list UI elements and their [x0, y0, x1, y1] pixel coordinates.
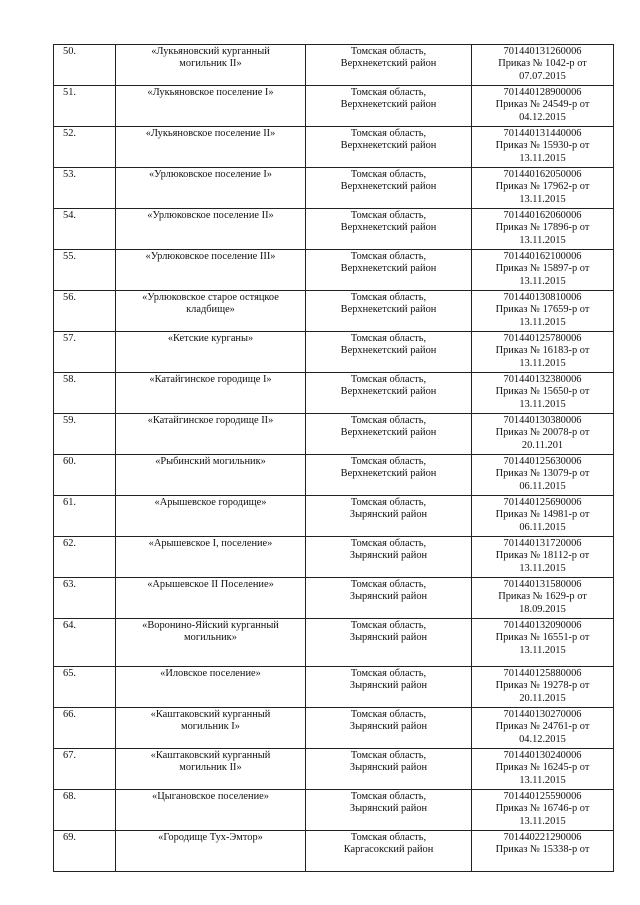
order-number: Приказ № 16746-р от [495, 803, 590, 815]
order-number: Приказ № 15338-р от [495, 844, 590, 856]
location-district: Зырянский район [349, 721, 428, 733]
location-region: Томская область, [350, 791, 427, 802]
registry-cell [472, 708, 614, 749]
order-date: 13.11.2015 [519, 357, 566, 369]
registry-code: 701440125690006 [503, 497, 582, 508]
object-name-line: могильник» [184, 632, 237, 644]
registry-cell [472, 127, 614, 168]
registry-code: 701440132090006 [503, 620, 582, 631]
object-name-cell [116, 168, 306, 209]
location-district: Верхнекетский район [340, 222, 437, 234]
location-region: Томская область, [350, 456, 427, 467]
order-date: 13.11.2015 [519, 152, 566, 164]
registry-code: 701440130380006 [503, 415, 582, 426]
object-name-line: «Рыбинский могильник» [155, 456, 266, 467]
order-number: Приказ № 13079-р от [495, 468, 590, 480]
location-cell [306, 455, 472, 496]
object-name-line: могильник II» [179, 58, 242, 70]
registry-cell [472, 291, 614, 332]
order-date: 13.11.2015 [519, 234, 566, 246]
object-name-cell [116, 790, 306, 831]
table-row [54, 749, 614, 790]
order-number: Приказ № 24761-р от [495, 721, 590, 733]
location-cell [306, 332, 472, 373]
object-name-line: «Лукьяновское поселение II» [145, 128, 276, 139]
table-row [54, 414, 614, 455]
object-name-line: «Иловское поселение» [160, 668, 261, 679]
location-region: Томская область, [350, 292, 427, 303]
order-date: 20.11.201 [521, 439, 564, 451]
row-number: 51. [54, 86, 116, 127]
object-name-line: «Каштаковский курганный [150, 750, 271, 761]
location-cell [306, 250, 472, 291]
object-name-cell [116, 708, 306, 749]
registry-cell [472, 250, 614, 291]
registry-cell [472, 373, 614, 414]
row-number: 55. [54, 250, 116, 291]
object-name-cell [116, 332, 306, 373]
location-district: Каргасокский район [343, 844, 434, 856]
order-number: Приказ № 1629-р от [498, 591, 587, 603]
table-row [54, 578, 614, 619]
row-number: 59. [54, 414, 116, 455]
registry-cell [472, 667, 614, 708]
registry-cell [472, 619, 614, 667]
order-date: 13.11.2015 [519, 774, 566, 786]
registry-code: 701440131440006 [503, 128, 582, 139]
location-district: Верхнекетский район [340, 304, 437, 316]
row-number: 58. [54, 373, 116, 414]
location-cell [306, 45, 472, 86]
location-cell [306, 209, 472, 250]
registry-cell [472, 790, 614, 831]
location-cell [306, 749, 472, 790]
location-cell [306, 127, 472, 168]
object-name-cell [116, 749, 306, 790]
table-row [54, 127, 614, 168]
order-number: Приказ № 24549-р от [495, 99, 590, 111]
location-region: Томская область, [350, 374, 427, 385]
location-district: Зырянский район [349, 509, 428, 521]
registry-cell [472, 537, 614, 578]
order-date: 04.12.2015 [519, 733, 566, 745]
registry-cell [472, 45, 614, 86]
object-name-line: «Лукьяновский курганный [151, 46, 270, 57]
order-number: Приказ № 19278-р от [495, 680, 590, 692]
location-region: Томская область, [350, 709, 427, 720]
registry-cell [472, 332, 614, 373]
order-number: Приказ № 18112-р от [495, 550, 590, 562]
registry-code: 701440130270006 [503, 709, 582, 720]
location-district: Верхнекетский район [340, 140, 437, 152]
order-number: Приказ № 16245-р от [495, 762, 590, 774]
order-date: 04.12.2015 [519, 111, 566, 123]
location-region: Томская область, [350, 497, 427, 508]
location-region: Томская область, [350, 579, 427, 590]
location-cell [306, 619, 472, 667]
order-number: Приказ № 17659-р от [495, 304, 590, 316]
registry-code: 701440162050006 [503, 169, 582, 180]
registry-code: 701440125630006 [503, 456, 582, 467]
location-cell [306, 790, 472, 831]
registry-code: 701440132380006 [503, 374, 582, 385]
row-number: 65. [54, 667, 116, 708]
order-date: 13.11.2015 [519, 815, 566, 827]
order-number: Приказ № 20078-р от [495, 427, 590, 439]
location-cell [306, 86, 472, 127]
registry-cell [472, 831, 614, 872]
row-number: 56. [54, 291, 116, 332]
location-region: Томская область, [350, 128, 427, 139]
row-number: 61. [54, 496, 116, 537]
row-number: 68. [54, 790, 116, 831]
order-date: 13.11.2015 [519, 316, 566, 328]
location-region: Томская область, [350, 538, 427, 549]
table-row [54, 455, 614, 496]
order-number: Приказ № 16183-р от [495, 345, 590, 357]
table-row [54, 332, 614, 373]
location-region: Томская область, [350, 668, 427, 679]
row-number: 62. [54, 537, 116, 578]
object-name-line: «Катайгинское городище II» [147, 415, 274, 426]
registry-code: 701440131580006 [503, 579, 582, 590]
object-name-cell [116, 537, 306, 578]
row-number: 60. [54, 455, 116, 496]
location-region: Томская область, [350, 169, 427, 180]
location-region: Томская область, [350, 333, 427, 344]
order-date: 20.11.2015 [519, 692, 566, 704]
location-district: Зырянский район [349, 762, 428, 774]
location-cell [306, 373, 472, 414]
registry-code: 701440130240006 [503, 750, 582, 761]
order-date: 13.11.2015 [519, 644, 566, 656]
table-row [54, 708, 614, 749]
registry-cell [472, 749, 614, 790]
object-name-line: «Арышевское II Поселение» [147, 579, 274, 590]
registry-code: 701440162100006 [503, 251, 582, 262]
table-row [54, 496, 614, 537]
table-row [54, 619, 614, 667]
registry-cell [472, 414, 614, 455]
location-district: Верхнекетский район [340, 181, 437, 193]
location-district: Верхнекетский район [340, 58, 437, 70]
object-name-line: «Воронино-Яйский курганный [142, 620, 279, 631]
location-region: Томская область, [350, 210, 427, 221]
location-district: Верхнекетский район [340, 99, 437, 111]
location-region: Томская область, [350, 87, 427, 98]
object-name-cell [116, 455, 306, 496]
row-number: 52. [54, 127, 116, 168]
location-district: Верхнекетский район [340, 468, 437, 480]
registry-code: 701440162060006 [503, 210, 582, 221]
object-name-line: «Кетские курганы» [167, 333, 254, 344]
table-row [54, 45, 614, 86]
object-name-cell [116, 667, 306, 708]
row-number: 69. [54, 831, 116, 872]
object-name-line: «Катайгинское городище I» [149, 374, 272, 385]
table-row [54, 86, 614, 127]
object-name-line: «Городище Тух-Эмтор» [158, 832, 263, 843]
object-name-line: «Каштаковский курганный [150, 709, 271, 720]
row-number: 53. [54, 168, 116, 209]
table-row [54, 291, 614, 332]
object-name-line: «Арышевское I, поселение» [148, 538, 273, 549]
order-date: 06.11.2015 [519, 480, 566, 492]
registry-cell [472, 455, 614, 496]
registry-code: 701440130810006 [503, 292, 582, 303]
heritage-register-table [53, 44, 614, 872]
location-cell [306, 708, 472, 749]
location-district: Верхнекетский район [340, 263, 437, 275]
object-name-cell [116, 619, 306, 667]
table-row [54, 373, 614, 414]
location-district: Зырянский район [349, 680, 428, 692]
registry-code: 701440131720006 [503, 538, 582, 549]
registry-code: 701440131260006 [503, 46, 582, 57]
row-number: 63. [54, 578, 116, 619]
registry-cell [472, 578, 614, 619]
order-number: Приказ № 15897-р от [495, 263, 590, 275]
object-name-line: «Лукьяновское поселение I» [147, 87, 274, 98]
registry-code: 701440128900006 [503, 87, 582, 98]
order-date: 06.11.2015 [519, 521, 566, 533]
location-district: Зырянский район [349, 550, 428, 562]
location-district: Верхнекетский район [340, 427, 437, 439]
location-cell [306, 667, 472, 708]
object-name-cell [116, 496, 306, 537]
location-district: Зырянский район [349, 803, 428, 815]
location-region: Томская область, [350, 750, 427, 761]
order-number: Приказ № 15650-р от [495, 386, 590, 398]
order-number: Приказ № 17962-р от [495, 181, 590, 193]
order-number: Приказ № 14981-р от [495, 509, 590, 521]
location-district: Верхнекетский район [340, 345, 437, 357]
location-cell [306, 537, 472, 578]
location-district: Верхнекетский район [340, 386, 437, 398]
registry-cell [472, 86, 614, 127]
row-number: 50. [54, 45, 116, 86]
object-name-cell [116, 414, 306, 455]
row-number: 66. [54, 708, 116, 749]
location-region: Томская область, [350, 620, 427, 631]
table-row [54, 667, 614, 708]
row-number: 64. [54, 619, 116, 667]
object-name-cell [116, 45, 306, 86]
order-number: Приказ № 1042-р от [498, 58, 587, 70]
order-date: 13.11.2015 [519, 398, 566, 410]
order-date: 13.11.2015 [519, 275, 566, 287]
object-name-line: «Урлюковское поселение III» [145, 251, 276, 262]
object-name-line: «Урлюковское старое остяцкое [142, 292, 279, 303]
location-cell [306, 578, 472, 619]
register-body [54, 45, 614, 872]
table-row [54, 209, 614, 250]
registry-code: 701440221290006 [503, 832, 582, 843]
object-name-cell [116, 831, 306, 872]
table-row [54, 250, 614, 291]
object-name-line: кладбище» [186, 304, 235, 316]
location-cell [306, 291, 472, 332]
object-name-line: могильник I» [181, 721, 240, 733]
object-name-cell [116, 209, 306, 250]
table-row [54, 168, 614, 209]
location-region: Томская область, [350, 832, 427, 843]
registry-cell [472, 168, 614, 209]
object-name-cell [116, 250, 306, 291]
order-date: 13.11.2015 [519, 193, 566, 205]
location-region: Томская область, [350, 415, 427, 426]
object-name-line: «Цыгановское поселение» [152, 791, 269, 802]
order-number: Приказ № 16551-р от [495, 632, 590, 644]
object-name-cell [116, 86, 306, 127]
location-cell [306, 831, 472, 872]
registry-code: 701440125780006 [503, 333, 582, 344]
object-name-line: «Урлюковское поселение I» [148, 169, 273, 180]
order-number: Приказ № 15930-р от [495, 140, 590, 152]
order-date: 13.11.2015 [519, 562, 566, 574]
object-name-cell [116, 578, 306, 619]
table-row [54, 790, 614, 831]
row-number: 57. [54, 332, 116, 373]
object-name-cell [116, 127, 306, 168]
object-name-cell [116, 373, 306, 414]
location-region: Томская область, [350, 251, 427, 262]
table-row [54, 537, 614, 578]
document-page [53, 44, 613, 872]
object-name-line: «Арышевское городище» [154, 497, 267, 508]
registry-code: 701440125590006 [503, 791, 582, 802]
registry-cell [472, 209, 614, 250]
order-date: 07.07.2015 [519, 70, 566, 82]
table-row [54, 831, 614, 872]
location-cell [306, 496, 472, 537]
location-region: Томская область, [350, 46, 427, 57]
row-number: 54. [54, 209, 116, 250]
registry-cell [472, 496, 614, 537]
object-name-line: «Урлюковское поселение II» [147, 210, 274, 221]
location-cell [306, 414, 472, 455]
registry-code: 701440125880006 [503, 668, 582, 679]
order-date: 18.09.2015 [519, 603, 566, 615]
location-cell [306, 168, 472, 209]
object-name-line: могильник II» [179, 762, 242, 774]
order-number: Приказ № 17896-р от [495, 222, 590, 234]
row-number: 67. [54, 749, 116, 790]
location-district: Зырянский район [349, 591, 428, 603]
object-name-cell [116, 291, 306, 332]
location-district: Зырянский район [349, 632, 428, 644]
